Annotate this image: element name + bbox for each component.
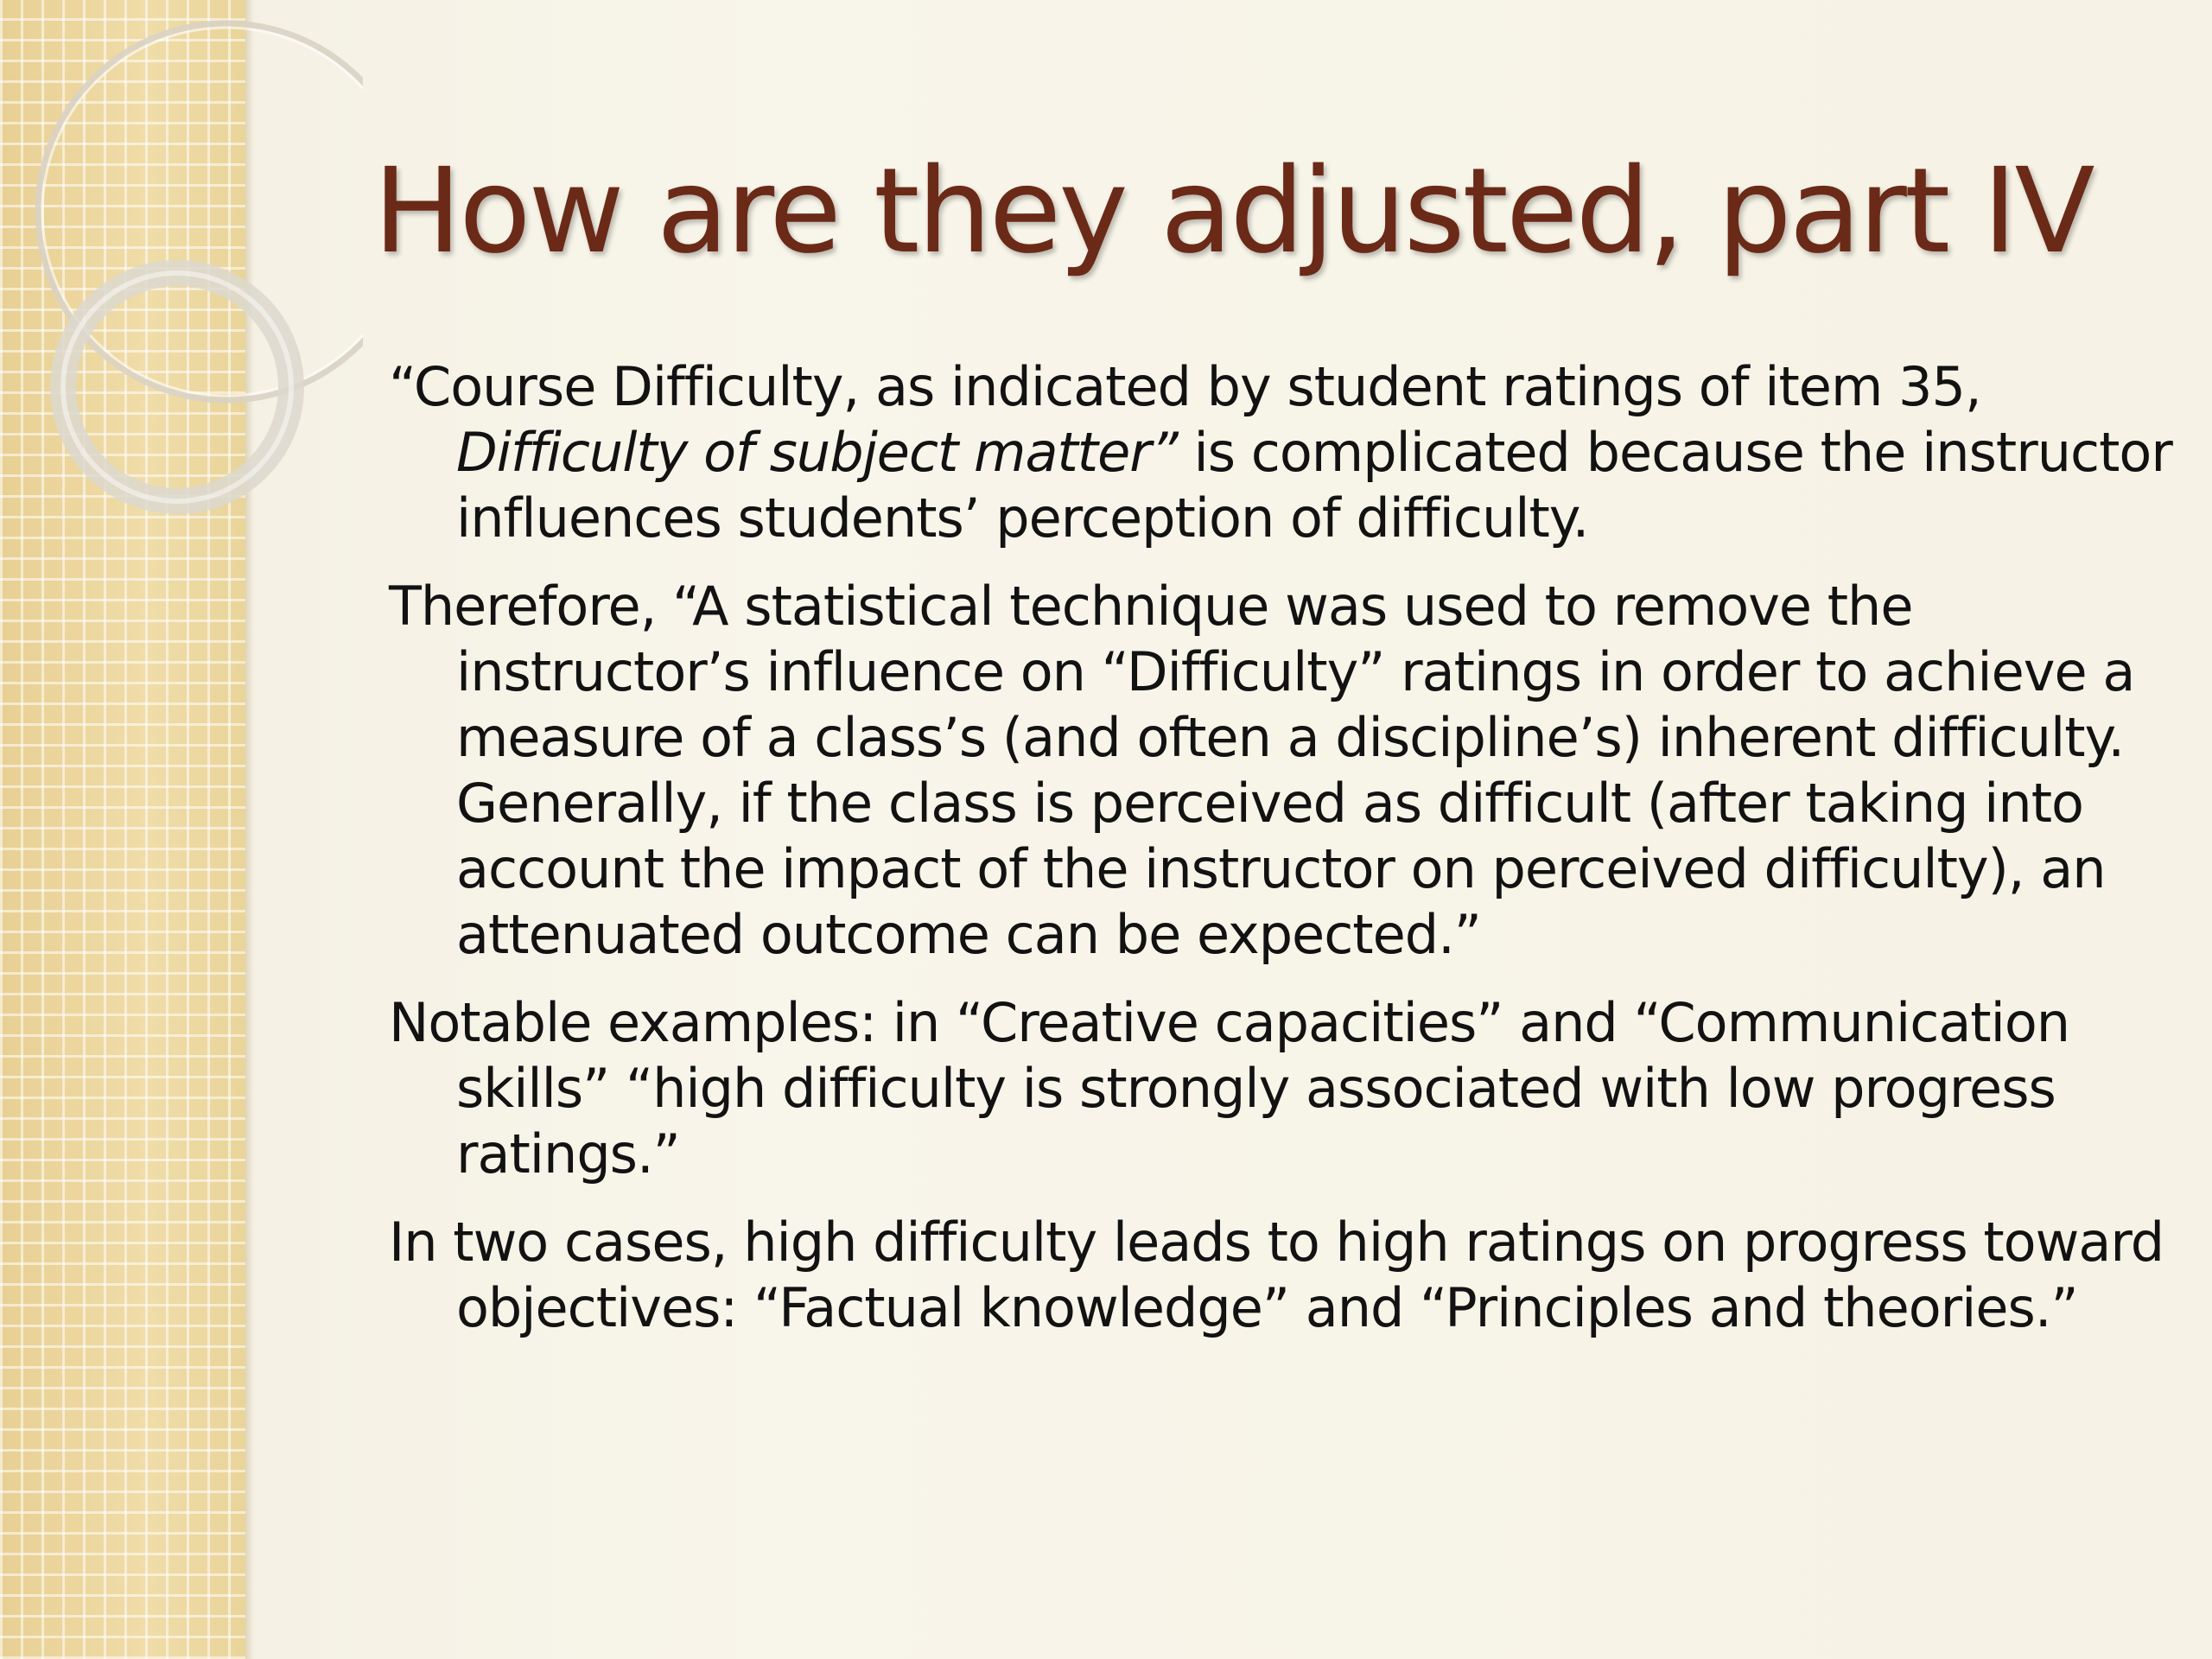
body-paragraph-3: Notable examples: in “Creative capacities” and “Communication skills” “high difficulty is strongly associated with low progress ratings.” bbox=[389, 991, 2070, 1185]
paragraph-1-italic-item: Difficulty of subject matter” bbox=[456, 421, 1178, 484]
decorative-rings-icon bbox=[0, 0, 363, 605]
body-paragraph-1 bbox=[389, 354, 2186, 551]
paragraph-1-text-start: “Course Difficulty, as indicated by student ratings of item 35, bbox=[389, 355, 1981, 418]
body-paragraph-4: In two cases, high difficulty leads to high ratings on progress toward objectives: “Factual knowledge” and “Principles and theories.” bbox=[389, 1211, 2164, 1339]
slide-body bbox=[389, 354, 2186, 1363]
body-paragraph-2: Therefore, “A statistical technique was used to remove the instructor’s influence on “Difficulty” ratings in order to achieve a measure of a class’s (and often a discipline’s) inherent difficulty. Generally, if the class is perceived as difficult (after taking into account the impact of the instructor on perceived difficulty), an attenuated outcome can be expected.” bbox=[389, 575, 2135, 966]
paragraph-1-text-end: is complicated because the instructor influences students’ perception of difficulty. bbox=[456, 421, 2172, 550]
slide-title: How are they adjusted, part IV bbox=[373, 143, 2093, 280]
